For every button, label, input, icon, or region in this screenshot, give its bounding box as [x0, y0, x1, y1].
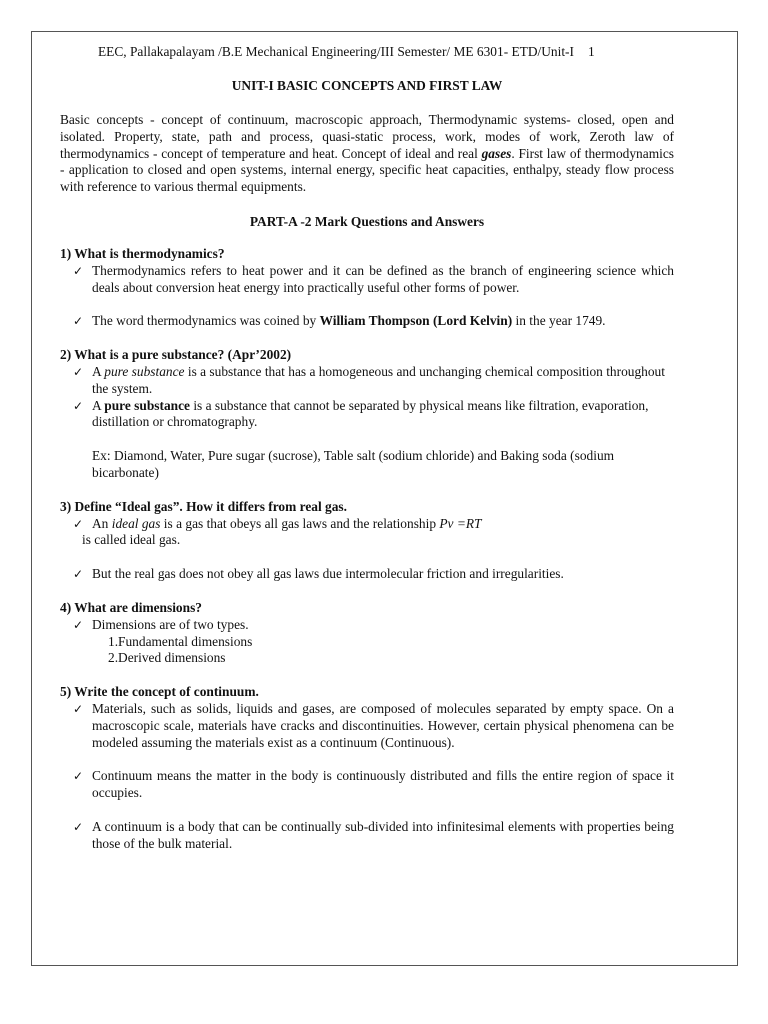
- checkmark-icon: ✓: [73, 364, 84, 379]
- checkmark-icon: ✓: [73, 819, 84, 834]
- running-header: [60, 44, 674, 60]
- question-2: 2) What is a pure substance? (Apr’2002): [60, 347, 292, 363]
- list-item: 2.Derived dimensions: [108, 650, 226, 666]
- list-item: 1.Fundamental dimensions: [108, 633, 253, 649]
- answer-bullet: ✓ An ideal gas is a gas that obeys all gas laws and the relationship Pv =RT: [73, 515, 482, 531]
- answer-bullet: ✓ Continuum means the matter in the body is continuously distributed and fills the entire region of space it occupies.: [73, 768, 674, 801]
- question-5: 5) Write the concept of continuum.: [60, 684, 259, 700]
- answer-bullet: ✓ The word thermodynamics was coined by William Thompson (Lord Kelvin) in the year 1749.: [73, 313, 606, 329]
- part-a-heading: PART-A -2 Mark Questions and Answers: [249, 213, 485, 229]
- checkmark-icon: ✓: [73, 263, 84, 278]
- page-number: 1: [587, 44, 595, 59]
- checkmark-icon: ✓: [73, 617, 84, 632]
- checkmark-icon: ✓: [73, 567, 84, 582]
- checkmark-icon: ✓: [73, 314, 84, 329]
- question-1: 1) What is thermodynamics?: [60, 245, 225, 261]
- answer-bullet: ✓ Materials, such as solids, liquids and gases, are composed of molecules separated by empty space. On a macroscopic scale, materials have cracks and discontinuities. However, certain physical phenomena can be modeled assuming the materials exist as a continuum (Continuous).: [73, 700, 674, 750]
- answer-bullet: ✓ But the real gas does not obey all gas laws due intermolecular friction and irregularities.: [73, 566, 564, 582]
- question-4: 4) What are dimensions?: [60, 599, 202, 615]
- question-3: 3) Define “Ideal gas”. How it differs from real gas.: [60, 498, 347, 514]
- checkmark-icon: ✓: [73, 398, 84, 413]
- answer-bullet: ✓ Thermodynamics refers to heat power and it can be defined as the branch of engineering science which deals about conversion heat energy into practically useful other forms of power.: [73, 262, 674, 295]
- ideal-gas-equation: Pv =RT: [439, 515, 482, 531]
- syllabus-paragraph: Basic concepts - concept of continuum, macroscopic approach, Thermodynamic systems- closed, open and isolated. Property, state, path and process, quasi-static process, work, modes of work, Zeroth law of thermodynamics - concept of temperature and heat. Concept of ideal and real gases. First law of thermodynamics - application to closed and open systems, internal energy, specific heat capacities, enthalpy, steady flow process with reference to various thermal equipments.: [60, 112, 674, 195]
- example-text: Ex: Diamond, Water, Pure sugar (sucrose), Table salt (sodium chloride) and Baking soda (sodium bicarbonate): [92, 448, 615, 480]
- header-text: EEC, Pallakapalayam /B.E Mechanical Engineering/III Semester/ ME 6301- ETD/Unit-I: [98, 44, 574, 59]
- checkmark-icon: ✓: [73, 769, 84, 784]
- answer-bullet: ✓ Dimensions are of two types.: [73, 616, 249, 632]
- answer-bullet: ✓ A pure substance is a substance that cannot be separated by physical means like filtration, evaporation, distillation or chromatography.: [73, 397, 649, 430]
- answer-continuation: is called ideal gas.: [82, 532, 181, 548]
- unit-title: UNIT-I BASIC CONCEPTS AND FIRST LAW: [231, 78, 503, 93]
- checkmark-icon: ✓: [73, 701, 84, 716]
- answer-bullet: ✓ A pure substance is a substance that has a homogeneous and unchanging chemical composition throughout the system.: [73, 363, 665, 396]
- document-body: [60, 44, 674, 853]
- checkmark-icon: ✓: [73, 516, 84, 531]
- answer-bullet: ✓ A continuum is a body that can be continually sub-divided into infinitesimal elements with properties being those of the bulk material.: [73, 818, 674, 851]
